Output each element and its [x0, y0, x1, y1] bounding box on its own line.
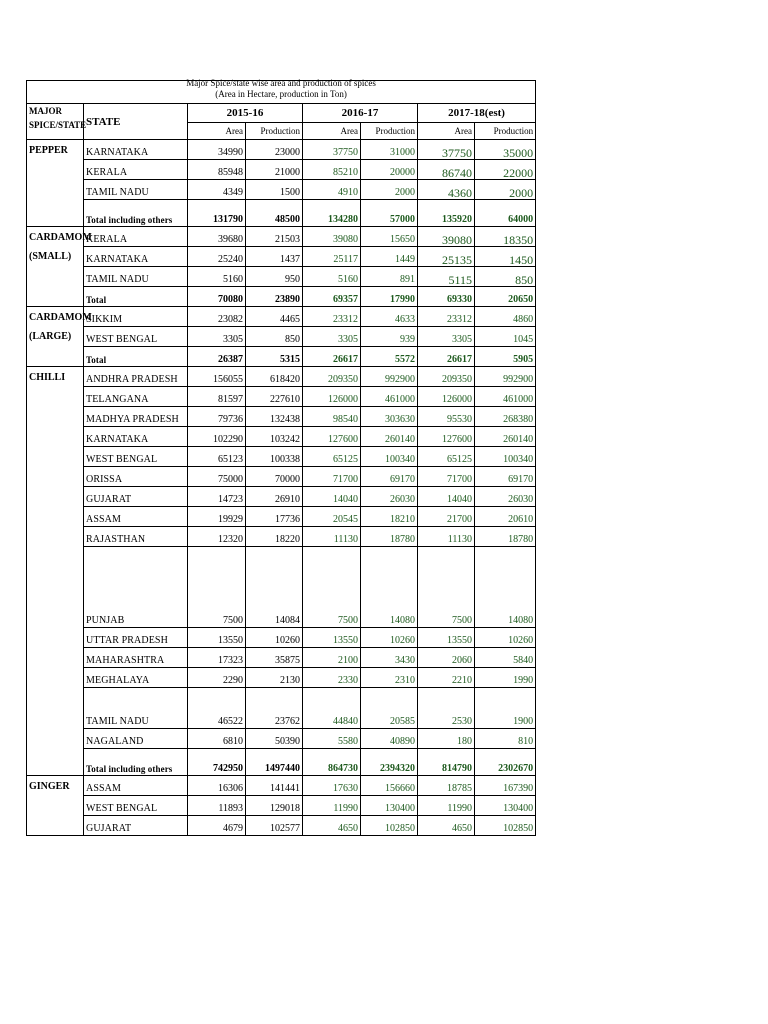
area-cell: 25135 [418, 247, 475, 267]
area-cell: 17630 [303, 776, 361, 796]
table-row [27, 547, 536, 628]
production-cell: 891 [361, 267, 418, 287]
area-cell: 18785 [418, 776, 475, 796]
production-cell: 22000 [475, 160, 536, 180]
table-row [27, 776, 536, 796]
production-cell: 21000 [246, 160, 303, 180]
production-cell: 18350 [475, 227, 536, 247]
production-cell: 57000 [361, 200, 418, 227]
production-header: Production [361, 123, 418, 140]
area-cell: 2210 [418, 668, 475, 688]
area-header: Area [303, 123, 361, 140]
production-cell: 1500 [246, 180, 303, 200]
area-cell: 46522 [188, 688, 246, 729]
table-row [27, 327, 536, 347]
production-cell: 1497440 [246, 749, 303, 776]
area-cell: 3305 [303, 327, 361, 347]
production-cell: 1900 [475, 688, 536, 729]
production-cell: 103242 [246, 427, 303, 447]
area-cell: 4349 [188, 180, 246, 200]
production-cell: 260140 [361, 427, 418, 447]
production-cell: 1045 [475, 327, 536, 347]
area-cell: 11990 [303, 796, 361, 816]
production-cell: 10260 [246, 628, 303, 648]
production-cell: 5905 [475, 347, 536, 367]
table-row [27, 367, 536, 387]
area-cell: 44840 [303, 688, 361, 729]
production-cell: 100340 [361, 447, 418, 467]
state-cell: Total [84, 287, 188, 307]
production-cell: 18210 [361, 507, 418, 527]
table-row [27, 447, 536, 467]
area-cell: 5115 [418, 267, 475, 287]
year-header-2016: 2016-17 [303, 104, 418, 123]
production-cell: 5840 [475, 648, 536, 668]
production-cell: 14084 [246, 547, 303, 628]
spice-name-cell: GINGER [27, 776, 84, 836]
area-cell: 69357 [303, 287, 361, 307]
area-cell: 13550 [303, 628, 361, 648]
area-cell: 71700 [303, 467, 361, 487]
state-cell: ORISSA [84, 467, 188, 487]
production-cell: 1450 [475, 247, 536, 267]
area-cell: 23082 [188, 307, 246, 327]
production-cell: 23762 [246, 688, 303, 729]
production-cell: 5572 [361, 347, 418, 367]
production-cell: 4465 [246, 307, 303, 327]
production-cell: 1449 [361, 247, 418, 267]
production-cell: 167390 [475, 776, 536, 796]
production-cell: 26030 [361, 487, 418, 507]
state-cell: PUNJAB [84, 547, 188, 628]
area-cell: 23312 [303, 307, 361, 327]
table-row [27, 347, 536, 367]
production-cell: 1990 [475, 668, 536, 688]
production-cell: 2130 [246, 668, 303, 688]
state-cell: Total [84, 347, 188, 367]
production-cell: 21503 [246, 227, 303, 247]
area-cell: 742950 [188, 749, 246, 776]
area-cell: 14723 [188, 487, 246, 507]
state-cell: TAMIL NADU [84, 688, 188, 729]
area-cell: 5580 [303, 729, 361, 749]
area-cell: 37750 [303, 140, 361, 160]
production-cell: 461000 [475, 387, 536, 407]
area-cell: 4650 [303, 816, 361, 836]
area-cell: 4910 [303, 180, 361, 200]
production-cell: 130400 [361, 796, 418, 816]
area-cell: 4650 [418, 816, 475, 836]
spice-name-cell: CARDAMOM (LARGE) [27, 307, 84, 367]
area-cell: 85210 [303, 160, 361, 180]
production-cell: 2000 [475, 180, 536, 200]
state-cell: KERALA [84, 160, 188, 180]
area-cell: 25240 [188, 247, 246, 267]
area-header: Area [188, 123, 246, 140]
state-cell: Total including others [84, 749, 188, 776]
area-cell: 81597 [188, 387, 246, 407]
production-cell: 35875 [246, 648, 303, 668]
production-cell: 461000 [361, 387, 418, 407]
area-cell: 12320 [188, 527, 246, 547]
state-cell: GUJARAT [84, 487, 188, 507]
table-row [27, 487, 536, 507]
major-spice-header: MAJOR SPICE/STATE [27, 104, 84, 140]
production-cell: 102577 [246, 816, 303, 836]
production-cell: 18220 [246, 527, 303, 547]
state-cell: GUJARAT [84, 816, 188, 836]
table-row [27, 628, 536, 648]
production-cell: 132438 [246, 407, 303, 427]
spreadsheet-sheet [26, 80, 535, 836]
table-row [27, 688, 536, 729]
area-cell: 209350 [303, 367, 361, 387]
table-row [27, 816, 536, 836]
area-header: Area [418, 123, 475, 140]
state-cell: UTTAR PRADESH [84, 628, 188, 648]
area-cell: 19929 [188, 507, 246, 527]
area-cell: 127600 [418, 427, 475, 447]
area-cell: 7500 [303, 547, 361, 628]
production-cell: 102850 [361, 816, 418, 836]
area-cell: 126000 [418, 387, 475, 407]
production-cell: 18780 [475, 527, 536, 547]
production-cell: 20610 [475, 507, 536, 527]
area-cell: 5160 [303, 267, 361, 287]
area-cell: 65125 [303, 447, 361, 467]
area-cell: 11130 [303, 527, 361, 547]
production-cell: 4633 [361, 307, 418, 327]
state-cell: TELANGANA [84, 387, 188, 407]
production-cell: 260140 [475, 427, 536, 447]
area-cell: 126000 [303, 387, 361, 407]
production-cell: 2000 [361, 180, 418, 200]
production-cell: 130400 [475, 796, 536, 816]
year-header-2017: 2017-18(est) [418, 104, 536, 123]
production-cell: 2302670 [475, 749, 536, 776]
area-cell: 21700 [418, 507, 475, 527]
area-cell: 4679 [188, 816, 246, 836]
area-cell: 127600 [303, 427, 361, 447]
production-cell: 950 [246, 267, 303, 287]
production-cell: 939 [361, 327, 418, 347]
spice-name-cell: CHILLI [27, 367, 84, 776]
area-cell: 23312 [418, 307, 475, 327]
production-cell: 100340 [475, 447, 536, 467]
area-cell: 65125 [418, 447, 475, 467]
state-cell: MEGHALAYA [84, 668, 188, 688]
production-cell: 992900 [361, 367, 418, 387]
table-row [27, 200, 536, 227]
area-cell: 4360 [418, 180, 475, 200]
area-cell: 39080 [418, 227, 475, 247]
production-cell: 129018 [246, 796, 303, 816]
production-cell: 17990 [361, 287, 418, 307]
production-cell: 23890 [246, 287, 303, 307]
production-cell: 850 [475, 267, 536, 287]
production-cell: 14080 [361, 547, 418, 628]
state-cell: KARNATAKA [84, 247, 188, 267]
area-cell: 26387 [188, 347, 246, 367]
area-cell: 180 [418, 729, 475, 749]
production-cell: 2394320 [361, 749, 418, 776]
production-cell: 20585 [361, 688, 418, 729]
state-cell: KARNATAKA [84, 427, 188, 447]
area-cell: 98540 [303, 407, 361, 427]
production-cell: 10260 [475, 628, 536, 648]
table-row [27, 507, 536, 527]
production-cell: 69170 [361, 467, 418, 487]
area-cell: 26617 [303, 347, 361, 367]
table-row [27, 227, 536, 247]
area-cell: 102290 [188, 427, 246, 447]
production-header: Production [246, 123, 303, 140]
table-row [27, 387, 536, 407]
production-cell: 20000 [361, 160, 418, 180]
table-row [27, 140, 536, 160]
table-body [27, 140, 536, 836]
state-cell: TAMIL NADU [84, 267, 188, 287]
production-cell: 64000 [475, 200, 536, 227]
area-cell: 75000 [188, 467, 246, 487]
table-row [27, 247, 536, 267]
area-cell: 209350 [418, 367, 475, 387]
production-cell: 5315 [246, 347, 303, 367]
area-cell: 70080 [188, 287, 246, 307]
state-header: STATE [84, 104, 188, 140]
area-cell: 34990 [188, 140, 246, 160]
area-cell: 3305 [188, 327, 246, 347]
table-subtitle [27, 89, 536, 104]
area-cell: 7500 [188, 547, 246, 628]
production-cell: 102850 [475, 816, 536, 836]
area-cell: 2060 [418, 648, 475, 668]
production-cell: 48500 [246, 200, 303, 227]
area-cell: 131790 [188, 200, 246, 227]
state-cell: WEST BENGAL [84, 327, 188, 347]
table-row [27, 180, 536, 200]
area-cell: 11893 [188, 796, 246, 816]
production-cell: 17736 [246, 507, 303, 527]
production-cell: 100338 [246, 447, 303, 467]
production-cell: 26910 [246, 487, 303, 507]
production-cell: 50390 [246, 729, 303, 749]
state-cell: ASSAM [84, 776, 188, 796]
table-subtitle-text: (Area in Hectare, production in Ton) [215, 89, 347, 99]
area-cell: 2330 [303, 668, 361, 688]
table-row [27, 287, 536, 307]
state-cell: WEST BENGAL [84, 447, 188, 467]
state-cell: KERALA [84, 227, 188, 247]
production-cell: 15650 [361, 227, 418, 247]
table-row [27, 527, 536, 547]
state-cell: TAMIL NADU [84, 180, 188, 200]
state-cell: ASSAM [84, 507, 188, 527]
table-row [27, 307, 536, 327]
table-row [27, 427, 536, 447]
table-title-text: Major Spice/state wise area and production of spices [186, 78, 376, 88]
spice-name-cell: PEPPER [27, 140, 84, 227]
production-cell: 14080 [475, 547, 536, 628]
area-cell: 134280 [303, 200, 361, 227]
area-cell: 39680 [188, 227, 246, 247]
table-row [27, 648, 536, 668]
area-cell: 69330 [418, 287, 475, 307]
production-cell: 35000 [475, 140, 536, 160]
production-cell: 18780 [361, 527, 418, 547]
production-cell: 3430 [361, 648, 418, 668]
table-row [27, 467, 536, 487]
year-header-2015: 2015-16 [188, 104, 303, 123]
area-cell: 11990 [418, 796, 475, 816]
area-cell: 85948 [188, 160, 246, 180]
production-cell: 4860 [475, 307, 536, 327]
production-cell: 31000 [361, 140, 418, 160]
area-cell: 13550 [418, 628, 475, 648]
production-cell: 10260 [361, 628, 418, 648]
state-cell: MADHYA PRADESH [84, 407, 188, 427]
area-cell: 95530 [418, 407, 475, 427]
production-cell: 69170 [475, 467, 536, 487]
area-cell: 37750 [418, 140, 475, 160]
area-cell: 65123 [188, 447, 246, 467]
area-cell: 79736 [188, 407, 246, 427]
area-cell: 86740 [418, 160, 475, 180]
table-row [27, 729, 536, 749]
area-cell: 864730 [303, 749, 361, 776]
state-cell: WEST BENGAL [84, 796, 188, 816]
production-cell: 141441 [246, 776, 303, 796]
production-cell: 26030 [475, 487, 536, 507]
production-cell: 2310 [361, 668, 418, 688]
area-cell: 2100 [303, 648, 361, 668]
production-cell: 268380 [475, 407, 536, 427]
area-cell: 2290 [188, 668, 246, 688]
table-row [27, 160, 536, 180]
production-cell: 20650 [475, 287, 536, 307]
production-cell: 1437 [246, 247, 303, 267]
area-cell: 814790 [418, 749, 475, 776]
area-cell: 7500 [418, 547, 475, 628]
area-cell: 11130 [418, 527, 475, 547]
table-row [27, 668, 536, 688]
table-row [27, 796, 536, 816]
production-header: Production [475, 123, 536, 140]
table-row [27, 749, 536, 776]
state-cell: KARNATAKA [84, 140, 188, 160]
production-cell: 618420 [246, 367, 303, 387]
production-cell: 70000 [246, 467, 303, 487]
area-cell: 25117 [303, 247, 361, 267]
production-cell: 227610 [246, 387, 303, 407]
area-cell: 2530 [418, 688, 475, 729]
area-cell: 20545 [303, 507, 361, 527]
area-cell: 17323 [188, 648, 246, 668]
area-cell: 26617 [418, 347, 475, 367]
table-row [27, 267, 536, 287]
state-cell: MAHARASHTRA [84, 648, 188, 668]
area-cell: 3305 [418, 327, 475, 347]
state-cell: ANDHRA PRADESH [84, 367, 188, 387]
production-cell: 810 [475, 729, 536, 749]
spice-table [26, 80, 536, 836]
state-cell: Total including others [84, 200, 188, 227]
production-cell: 23000 [246, 140, 303, 160]
area-cell: 156055 [188, 367, 246, 387]
state-cell: NAGALAND [84, 729, 188, 749]
area-cell: 135920 [418, 200, 475, 227]
table-row [27, 407, 536, 427]
area-cell: 71700 [418, 467, 475, 487]
production-cell: 40890 [361, 729, 418, 749]
state-cell: SIKKIM [84, 307, 188, 327]
spice-name-cell: CARDAMOM (SMALL) [27, 227, 84, 307]
production-cell: 992900 [475, 367, 536, 387]
area-cell: 14040 [303, 487, 361, 507]
area-cell: 39080 [303, 227, 361, 247]
production-cell: 156660 [361, 776, 418, 796]
area-cell: 6810 [188, 729, 246, 749]
production-cell: 850 [246, 327, 303, 347]
area-cell: 5160 [188, 267, 246, 287]
production-cell: 303630 [361, 407, 418, 427]
area-cell: 13550 [188, 628, 246, 648]
state-cell: RAJASTHAN [84, 527, 188, 547]
area-cell: 14040 [418, 487, 475, 507]
area-cell: 16306 [188, 776, 246, 796]
